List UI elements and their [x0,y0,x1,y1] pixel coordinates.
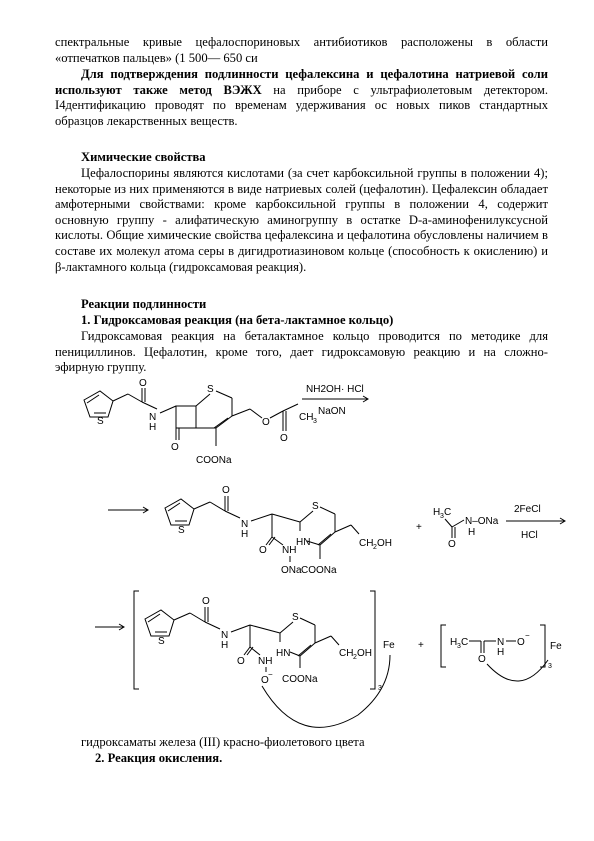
svg-text:S: S [312,501,319,512]
svg-text:CH: CH [339,648,354,659]
svg-text:O: O [517,637,525,648]
svg-text:OH: OH [377,538,392,549]
svg-text:O: O [262,417,270,428]
svg-text:O: O [280,433,288,444]
svg-text:O: O [202,596,210,607]
iron-complex-structure [95,591,395,727]
svg-text:OH: OH [357,648,372,659]
acetohydroxamate-structure [416,507,499,550]
reaction-arrow-2 [506,504,565,541]
svg-text:2FeCl: 2FeCl [514,504,541,515]
svg-text:O: O [259,545,267,556]
svg-text:CH: CH [299,412,314,423]
reaction-arrow-1 [302,384,368,417]
svg-text:H: H [433,507,441,518]
svg-text:COONa: COONa [282,674,318,685]
svg-text:O: O [171,442,179,453]
svg-text:ONa: ONa [281,565,302,576]
svg-text:H: H [149,422,157,433]
hplc-bold-text: Для подтверждения подлинности цефалексина и цефалотина натриевой соли используют также метод ВЭЖХ [55,67,548,97]
svg-text:C: C [444,507,452,518]
svg-text:−: − [268,670,273,679]
paragraph-spectra: спектральные кривые цефалоспориновых антибиотиков расположены в области «отпечатков пальцев» (1 500— 650 си [55,35,548,65]
svg-text:H: H [221,640,229,651]
svg-text:HN: HN [296,537,311,548]
cephalothin-structure [84,378,317,466]
heading-oxidation-reaction: 2. Реакция окисления. [95,751,223,765]
svg-text:N: N [497,637,505,648]
svg-text:NH: NH [282,545,297,556]
svg-text:H: H [468,527,476,538]
svg-text:COONa: COONa [301,565,337,576]
svg-text:H: H [450,637,458,648]
heading-chemical-properties: Химические свойства [81,150,206,164]
svg-text:N: N [149,412,157,423]
svg-text:+: + [418,640,424,651]
svg-text:3: 3 [440,513,444,520]
hydroxamic-acid-structure [108,485,392,576]
svg-text:S: S [207,384,214,395]
svg-text:NaON: NaON [318,406,346,417]
svg-text:O: O [261,675,269,686]
svg-text:H: H [497,647,505,658]
svg-text:C: C [461,637,469,648]
svg-text:O: O [478,654,486,665]
svg-text:CH: CH [359,538,374,549]
svg-text:Fe: Fe [383,640,395,651]
svg-text:3: 3 [313,418,317,425]
iron-acetohydroxamate-structure [418,625,562,681]
svg-text:O: O [448,539,456,550]
svg-text:O: O [222,485,230,496]
figure-caption: гидроксаматы железа (III) красно-фиолетового цвета [81,735,365,749]
svg-text:NH: NH [258,656,273,667]
svg-text:2: 2 [373,544,377,551]
svg-text:+: + [416,522,422,533]
svg-text:COONa: COONa [196,455,232,466]
svg-text:NH2OH· HCl: NH2OH· HCl [306,384,364,395]
svg-text:N: N [221,630,229,641]
svg-text:S: S [97,416,104,427]
svg-text:S: S [158,636,165,647]
svg-text:O: O [237,656,245,667]
svg-text:−: − [525,631,530,640]
svg-text:3: 3 [457,643,461,650]
svg-text:3: 3 [378,685,382,692]
paragraph-hydroxamic-reaction: Гидроксамовая реакция на беталактамное кольцо проводится по методике для пенициллинов. Цефалотин, кроме того, дает гидроксамовую реакцию и на сложно-эфирную группу. [55,329,548,375]
svg-text:HN: HN [276,648,291,659]
svg-text:HCl: HCl [521,530,538,541]
heading-identity-reactions: Реакции подлинности [81,297,207,311]
svg-text:Fe: Fe [550,641,562,652]
paragraph-hplc [55,67,548,129]
svg-text:H: H [241,529,249,540]
heading-hydroxamic-reaction: 1. Гидроксамовая реакция (на бета-лактамное кольцо) [81,313,394,327]
svg-text:N: N [241,519,249,530]
svg-text:S: S [292,612,299,623]
svg-text:3: 3 [548,663,552,670]
hplc-rest-text: на приборе с ультрафиолетовым детектором. I4дентификацию проводят по временам удерживания ос новых пиков стандартных образцов лекарственных веществ. [55,82,548,128]
svg-text:S: S [178,525,185,536]
svg-text:O: O [139,378,147,389]
svg-text:N–ONa: N–ONa [465,516,499,527]
paragraph-chemical-properties: Цефалоспорины являются кислотами (за счет карбоксильной группы в положении 4); некоторые из них применяются в виде натриевых солей (цефалотин). Цефалексин обладает амфотерными свойствами: кроме карбоксильной группы в положении 4, содержит основную группу - алифатическую аминогруппу в остатке D-а-аминофенилуксусной кислоты. Общие химические свойства цефалексина и цефалотина обусловлены наличием в составе их молекул атома серы в дигидротиазиновом кольце (способность к окислению) и β-лактамного кольца (гидроксамовая реакция). [55,166,548,274]
svg-text:2: 2 [353,654,357,661]
